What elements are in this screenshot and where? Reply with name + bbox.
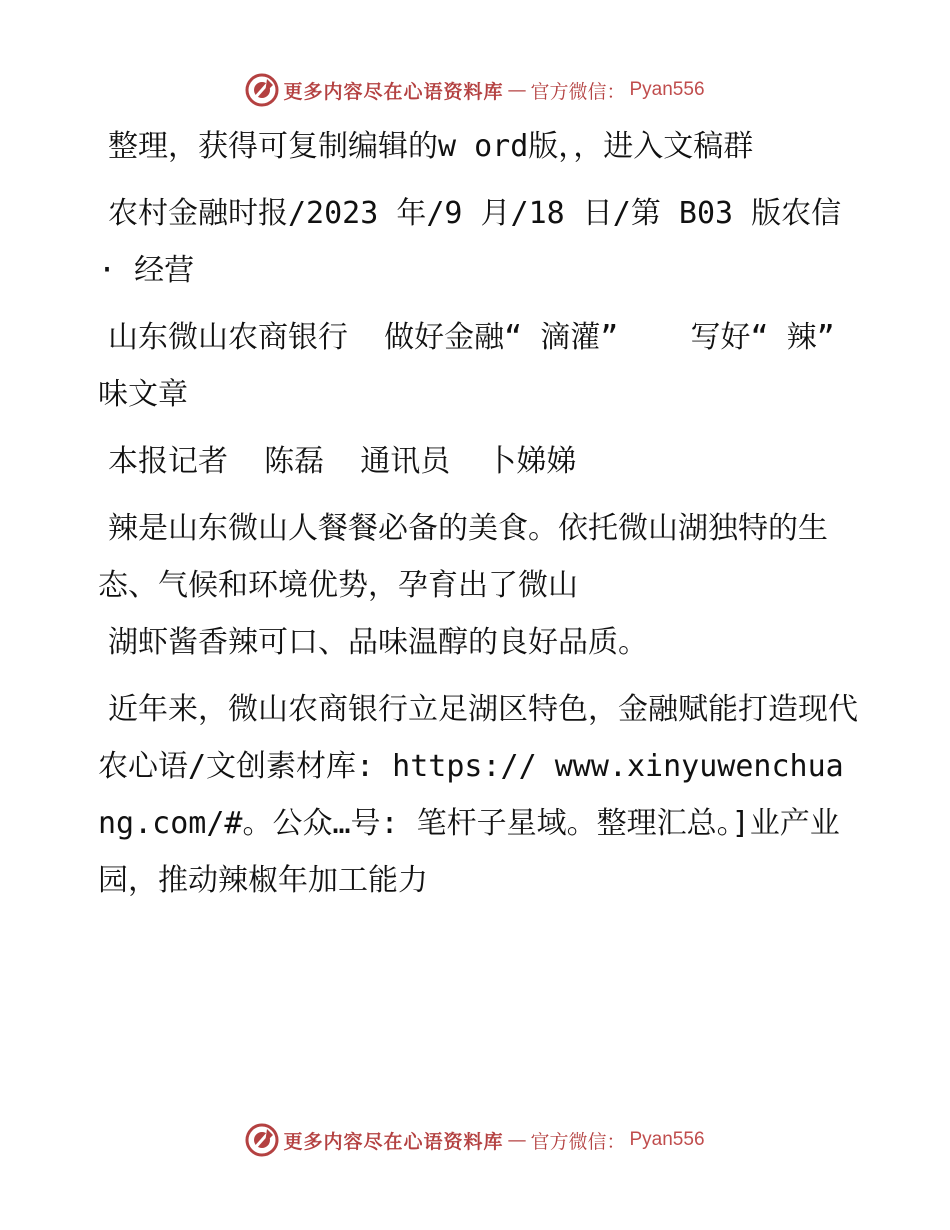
paragraph-body-1: 辣是山东微山人餐餐必备的美食。依托微山湖独特的生态、气候和环境优势，孕育出了微山 — [98, 511, 828, 603]
xinyu-logo-icon — [245, 1123, 279, 1157]
xinyu-logo-icon — [245, 73, 279, 107]
footer-brand-text: 更多内容尽在心语资料库 — [283, 1130, 504, 1153]
paragraph-source: 农村金融时报/2023 年/9 月/18 日/第 B03 版农信· 经营 — [98, 196, 842, 288]
footer-separator: — — [507, 1129, 527, 1151]
footer-wechat-id: Pyan556 — [629, 1129, 705, 1150]
header-wechat-id: Pyan556 — [629, 79, 705, 100]
header-wechat-label: 官方微信： — [530, 80, 626, 103]
header-separator: — — [507, 79, 527, 101]
article-headline: 山东微山农商银行 做好金融“ 滴灌” 写好“ 辣” 味文章 — [98, 320, 853, 412]
page-footer — [0, 1120, 950, 1160]
document-body — [98, 118, 858, 919]
paragraph-notice: 整理，获得可复制编辑的w ord版，，进入文稿群 — [108, 129, 754, 164]
article-byline: 本报记者 陈磊 通讯员 卜娣娣 — [108, 444, 577, 479]
page-header — [0, 70, 950, 110]
header-brand-text: 更多内容尽在心语资料库 — [283, 80, 504, 103]
paragraph-body-3: 近年来，微山农商银行立足湖区特色，金融赋能打造现代农心语/文创素材库: https:// www.xinyuwenchuang.com/#。公众…号: 笔杆子星域。整理汇总。]业产业园，推动辣椒年加工能力 — [98, 692, 858, 898]
footer-wechat-label: 官方微信： — [530, 1130, 626, 1153]
paragraph-body-2: 湖虾酱香辣可口、品味温醇的良好品质。 — [108, 625, 648, 660]
